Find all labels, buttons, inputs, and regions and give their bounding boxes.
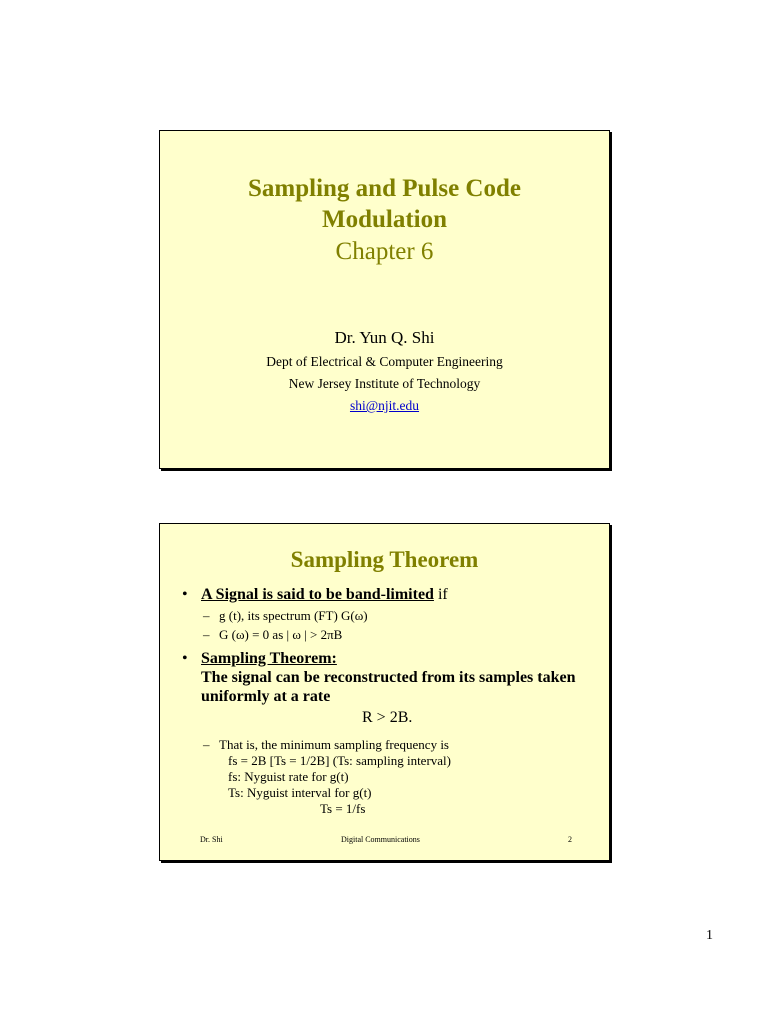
slide-2: Sampling Theorem • A Signal is said to be band-limited if – g (t), its spectrum (FT) G(ω) – G (ω) = 0 as | ω | > 2πB • Sampling Theorem: The signal can be reconstructed from its samples taken uniformly at a rate R > 2B. – That is, the minimum sampling frequency is fs = 2B [Ts = 1/2B] (Ts: sampling interval) fs: Nyguist rate for g(t) Ts: Nyguist interval for g(t) Ts = 1/fs Dr. Shi Digital Communications 2 (159, 523, 610, 861)
bullet-band-limited-rest: if (433, 586, 448, 603)
line-ts: Ts = 1/fs (320, 801, 366, 816)
slide-1-chapter: Chapter 6 (335, 238, 434, 265)
sub-item-min-frequency-text: That is, the minimum sampling frequency is (219, 737, 449, 752)
sub-item-band-condition-text: G (ω) = 0 as | ω | > 2πB (219, 627, 343, 642)
slide-1-title-line-1: Sampling and Pulse Code (248, 175, 521, 202)
footer-course: Digital Communications (341, 835, 420, 844)
bullet-dot: • (182, 586, 188, 603)
slide-1-title (160, 173, 609, 235)
sampling-rate-formula: R > 2B. (362, 709, 413, 726)
line-nyquist-interval: Ts: Nyguist interval for g(t) (228, 785, 372, 800)
slide-1-department: Dept of Electrical & Computer Engineering (266, 354, 503, 369)
slide-1-institution: New Jersey Institute of Technology (288, 376, 481, 391)
slide-1-author: Dr. Yun Q. Shi (334, 328, 435, 347)
email-link[interactable]: shi@njit.edu (349, 398, 420, 413)
slide-1 (159, 130, 610, 469)
slide-1-title-line-2: Modulation (321, 206, 448, 233)
sub-item-spectrum-text: g (t), its spectrum (FT) G(ω) (219, 608, 368, 623)
bullet-band-limited-bold: A Signal is said to be band-limited (201, 586, 434, 603)
line-fs: fs = 2B [Ts = 1/2B] (Ts: sampling interval) (228, 753, 451, 768)
bullet-dot: • (182, 650, 188, 667)
slide-2-title: Sampling Theorem (290, 547, 479, 572)
bullet-sampling-theorem-heading: Sampling Theorem: (201, 650, 337, 667)
slide-1-email-row (160, 398, 609, 414)
line-nyquist-rate: fs: Nyguist rate for g(t) (228, 769, 349, 784)
footer-author: Dr. Shi (200, 835, 223, 844)
footer-slide-number: 2 (568, 835, 572, 844)
page-number: 1 (706, 928, 713, 943)
